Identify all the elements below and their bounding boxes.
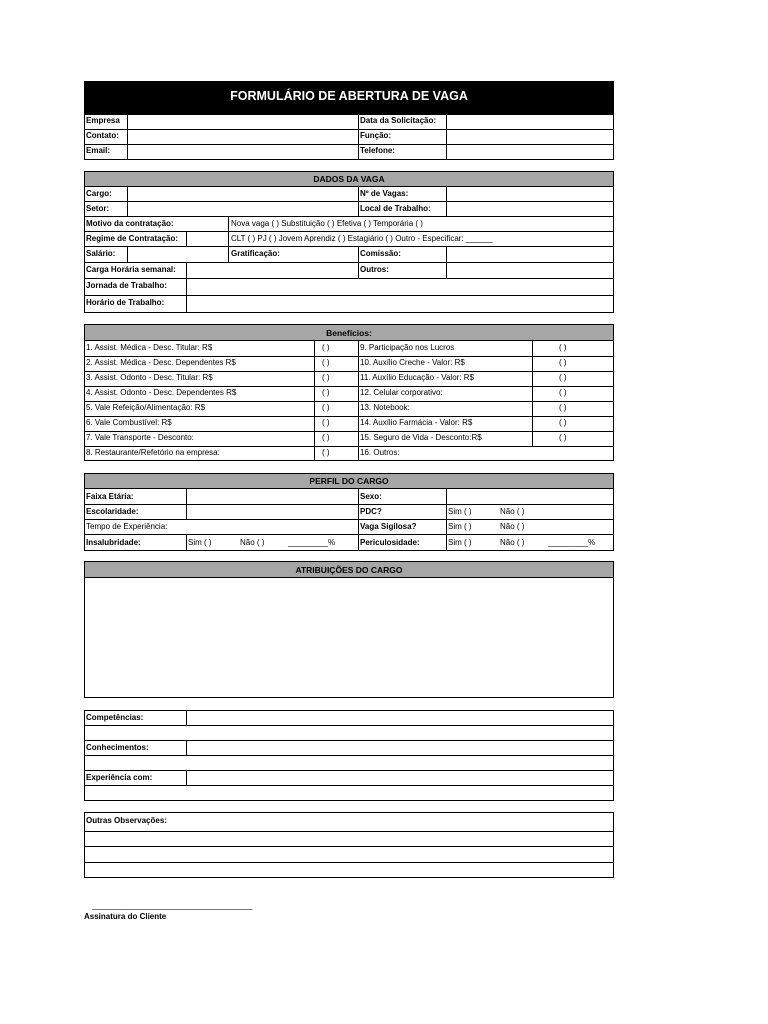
motivo-options[interactable]: Nova vaga ( ) Substituição ( ) Efetiva ( ) Temporária ( ) — [231, 219, 423, 228]
beneficio-left-check[interactable]: ( ) — [322, 373, 330, 382]
competencias-field[interactable] — [187, 711, 613, 724]
beneficio-left-check[interactable]: ( ) — [322, 403, 330, 412]
beneficio-left-label: 6. Vale Combustível: R$ — [86, 418, 172, 427]
beneficio-left-label: 3. Assist. Odonto - Desc. Titular: R$ — [86, 373, 213, 382]
local-trabalho-field[interactable] — [447, 202, 613, 215]
perfil-heading: PERFIL DO CARGO — [85, 474, 613, 489]
beneficio-right-check[interactable]: ( ) — [559, 433, 567, 442]
carga-horaria-label: Carga Horária semanal: — [86, 265, 176, 274]
contato-label: Contato: — [86, 131, 119, 140]
sexo-label: Sexo: — [360, 492, 382, 501]
beneficio-left-label: 7. Vale Transporte - Desconto: — [86, 433, 194, 442]
beneficio-right-label: 11. Auxílio Educação - Valor: R$ — [360, 373, 474, 382]
n-vagas-field[interactable] — [447, 188, 613, 201]
beneficio-right-check[interactable]: ( ) — [559, 343, 567, 352]
atribuicoes-heading: ATRIBUIÇÕES DO CARGO — [85, 562, 613, 578]
tempo-experiencia-label: Tempo de Experiência: — [86, 522, 168, 531]
beneficio-right-label: 9. Participação nos Lucros — [360, 343, 455, 352]
insalubridade-percent[interactable]: _________% — [288, 538, 336, 547]
regime-label: Regime de Contratação: — [86, 234, 179, 243]
escolaridade-label: Escolaridade: — [86, 507, 139, 516]
beneficio-left-check[interactable]: ( ) — [322, 418, 330, 427]
jornada-label: Jornada de Trabalho: — [86, 281, 167, 290]
horario-label: Horário de Trabalho: — [86, 298, 165, 307]
escolaridade-field[interactable] — [187, 505, 357, 518]
beneficio-left-check[interactable]: ( ) — [322, 388, 330, 397]
outros-label: Outros: — [360, 265, 389, 274]
beneficio-left-label: 5. Vale Refeição/Alimentação: R$ — [86, 403, 206, 412]
data-solicitacao-label: Data da Solicitação: — [360, 116, 437, 125]
funcao-field[interactable] — [447, 130, 613, 143]
vaga-sigilosa-sim[interactable]: Sim ( ) — [448, 522, 472, 531]
conhecimentos-label: Conhecimentos: — [86, 743, 149, 752]
beneficio-right-label: 15. Seguro de Vida - Desconto:R$ — [360, 433, 482, 442]
signature-label: Assinatura do Cliente — [84, 912, 167, 921]
beneficio-right-label: 10. Auxílio Creche - Valor: R$ — [360, 358, 465, 367]
periculosidade-percent[interactable]: _________% — [548, 538, 596, 547]
horario-field[interactable] — [187, 296, 613, 312]
form-title: FORMULÁRIO DE ABERTURA DE VAGA — [84, 81, 614, 114]
faixa-etaria-label: Faixa Etária: — [86, 492, 134, 501]
pdc-nao[interactable]: Não ( ) — [500, 507, 525, 516]
experiencia-field[interactable] — [187, 771, 613, 784]
vaga-sigilosa-nao[interactable]: Não ( ) — [500, 522, 525, 531]
local-trabalho-label: Local de Trabalho: — [360, 204, 431, 213]
setor-label: Setor: — [86, 204, 110, 213]
beneficio-right-label: 14. Auxílio Farmácia - Valor: R$ — [360, 418, 473, 427]
sexo-field[interactable] — [447, 490, 613, 503]
contato-field[interactable] — [128, 130, 357, 143]
empresa-label: Empresa — [86, 116, 120, 125]
empresa-field[interactable] — [128, 115, 357, 128]
beneficio-left-check[interactable]: ( ) — [322, 343, 330, 352]
outros-field[interactable] — [447, 263, 613, 277]
beneficio-left-label: 2. Assist. Médica - Desc. Dependentes R$ — [86, 358, 236, 367]
salario-field[interactable] — [128, 247, 227, 261]
beneficio-left-label: 8. Restaurante/Refetório na empresa: — [86, 448, 220, 457]
beneficio-right-check[interactable]: ( ) — [559, 418, 567, 427]
periculosidade-nao[interactable]: Não ( ) — [500, 538, 525, 547]
pdc-sim[interactable]: Sim ( ) — [448, 507, 472, 516]
telefone-field[interactable] — [447, 145, 613, 159]
regime-options[interactable]: CLT ( ) PJ ( ) Jovem Aprendiz ( ) Estagiário ( ) Outro - Especificar: ______ — [231, 234, 493, 243]
observacoes-field[interactable] — [85, 832, 613, 877]
signature-line[interactable]: ____________________________________ — [92, 901, 253, 910]
n-vagas-label: Nº de Vagas: — [360, 189, 409, 198]
beneficio-left-check[interactable]: ( ) — [322, 358, 330, 367]
vaga-sigilosa-label: Vaga Sigilosa? — [360, 522, 417, 531]
email-label: Email: — [86, 146, 111, 155]
beneficio-right-label: 16. Outros: — [360, 448, 400, 457]
dados-vaga-heading: DADOS DA VAGA — [85, 172, 613, 187]
faixa-etaria-field[interactable] — [187, 490, 357, 503]
comissao-label: Comissão: — [360, 249, 401, 258]
telefone-label: Telefone: — [360, 146, 395, 155]
competencias-label: Competências: — [86, 713, 144, 722]
beneficio-left-check[interactable]: ( ) — [322, 433, 330, 442]
motivo-label: Motivo da contratação: — [86, 219, 174, 228]
data-solicitacao-field[interactable] — [447, 115, 613, 128]
salario-label: Salário: — [86, 249, 116, 258]
beneficio-right-check[interactable]: ( ) — [559, 388, 567, 397]
beneficio-right-check[interactable]: ( ) — [559, 358, 567, 367]
conhecimentos-field[interactable] — [187, 741, 613, 754]
email-field[interactable] — [128, 145, 357, 159]
experiencia-label: Experiência com: — [86, 773, 153, 782]
funcao-label: Função: — [360, 131, 392, 140]
carga-horaria-field[interactable] — [187, 263, 357, 277]
beneficio-right-check[interactable]: ( ) — [559, 403, 567, 412]
beneficio-right-check[interactable]: ( ) — [559, 373, 567, 382]
cargo-label: Cargo: — [86, 189, 112, 198]
insalubridade-nao[interactable]: Não ( ) — [240, 538, 265, 547]
insalubridade-sim[interactable]: Sim ( ) — [188, 538, 212, 547]
beneficio-left-check[interactable]: ( ) — [322, 448, 330, 457]
pdc-label: PDC? — [360, 507, 382, 516]
setor-field[interactable] — [128, 202, 357, 215]
gratificacao-label: Gratificação: — [231, 249, 280, 258]
beneficio-right-label: 13. Notebook: — [360, 403, 410, 412]
beneficio-right-label: 12. Celular corporativo: — [360, 388, 443, 397]
beneficios-heading: Benefícios: — [85, 325, 613, 341]
beneficio-left-label: 4. Assist. Odonto - Desc. Dependentes R$ — [86, 388, 237, 397]
cargo-field[interactable] — [128, 188, 357, 201]
periculosidade-sim[interactable]: Sim ( ) — [448, 538, 472, 547]
jornada-field[interactable] — [187, 279, 613, 294]
insalubridade-label: Insalubridade: — [86, 538, 141, 547]
observacoes-label: Outras Observações: — [86, 816, 167, 825]
periculosidade-label: Periculosidade: — [360, 538, 420, 547]
comissao-field[interactable] — [447, 247, 613, 261]
atribuicoes-field[interactable] — [85, 579, 613, 697]
beneficio-left-label: 1. Assist. Médica - Desc. Titular: R$ — [86, 343, 213, 352]
